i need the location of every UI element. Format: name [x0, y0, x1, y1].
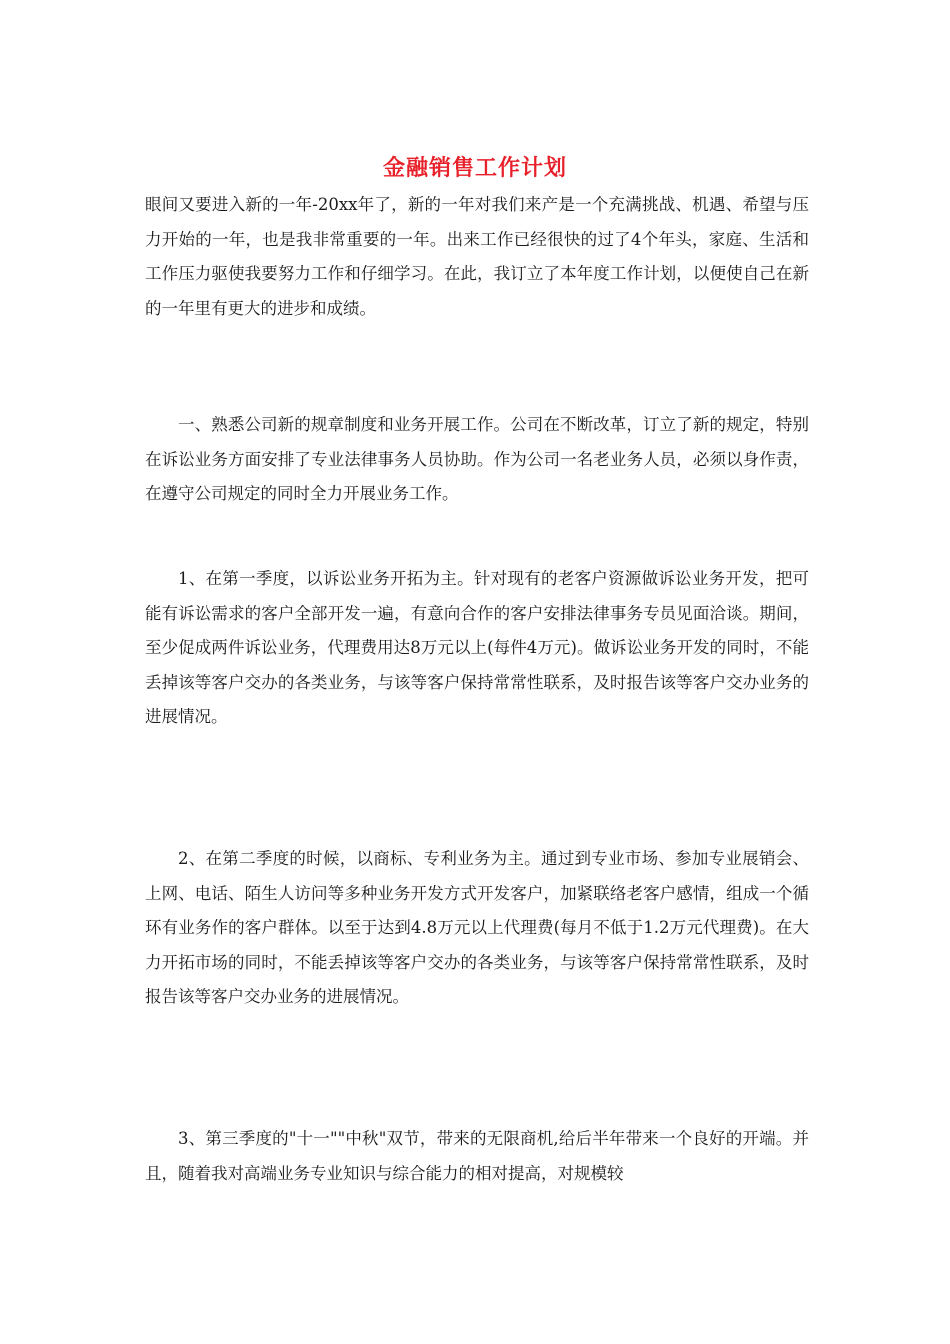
item-1-paragraph: 1、在第一季度，以诉讼业务开拓为主。针对现有的老客户资源做诉讼业务开发，把可能有诉讼需求的客户全部开发一遍，有意向合作的客户安排法律事务专员见面洽谈。期间，至少促成两件诉讼业务，代理费用达8万元以上(每件4万元)。做诉讼业务开发的同时，不能丢掉该等客户交办的各类业务，与该等客户保持常常性联系，及时报告该等客户交办业务的进展情况。 — [145, 569, 809, 726]
item-2-paragraph: 2、在第二季度的时候，以商标、专利业务为主。通过到专业市场、参加专业展销会、上网、电话、陌生人访问等多种业务开发方式开发客户，加紧联络老客户感情，组成一个循环有业务作的客户群体。以至于达到4.8万元以上代理费(每月不低于1.2万元代理费)。在大力开拓市场的同时，不能丢掉该等客户交办的各类业务，与该等客户保持常常性联系，及时报告该等客户交办业务的进展情况。 — [145, 849, 809, 1006]
document-title: 金融销售工作计划 — [382, 155, 567, 181]
item-3-paragraph: 3、第三季度的"十一""中秋"双节，带来的无限商机,给后半年带来一个良好的开端。并且，随着我对高端业务专业知识与综合能力的相对提高，对规模较 — [145, 1129, 809, 1183]
section-1-paragraph: 一、熟悉公司新的规章制度和业务开展工作。公司在不断改革，订立了新的规定，特别在诉讼业务方面安排了专业法律事务人员协助。作为公司一名老业务人员，必须以身作责，在遵守公司规定的同时全力开展业务工作。 — [145, 415, 809, 503]
intro-paragraph: 眼间又要进入新的一年-20xx年了，新的一年对我们来产是一个充满挑战、机遇、希望与压力开始的一年，也是我非常重要的一年。出来工作已经很快的过了4个年头，家庭、生活和工作压力驱使我要努力工作和仔细学习。在此，我订立了本年度工作计划，以便使自己在新的一年里有更大的进步和成绩。 — [145, 195, 809, 318]
